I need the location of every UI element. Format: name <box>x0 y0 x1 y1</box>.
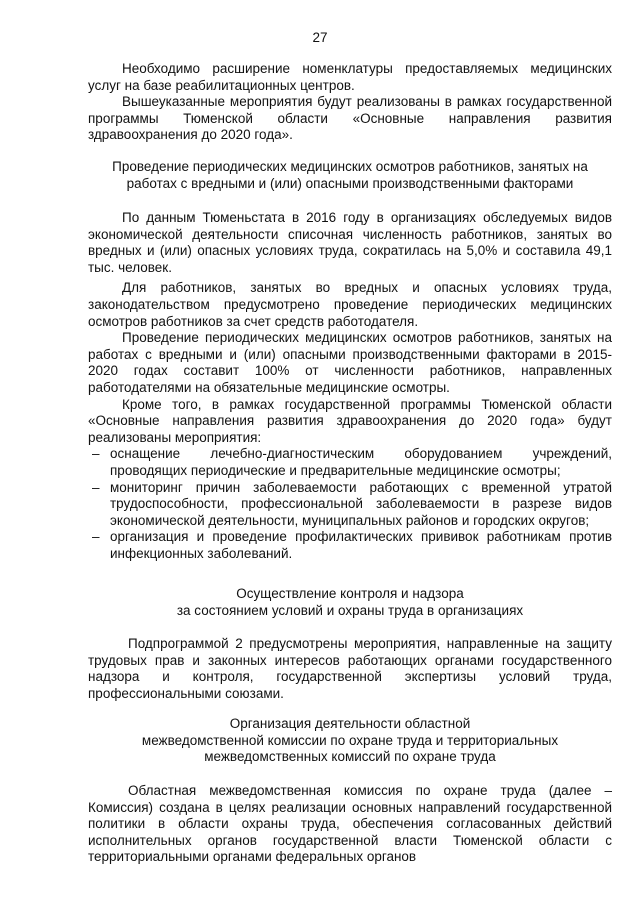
intro-paragraph-1: Необходимо расширение номенклатуры предоставляемых медицинских услуг на базе реабилитационных центров. <box>88 61 612 93</box>
list-item <box>88 480 612 530</box>
section-1-body <box>88 210 612 562</box>
list-item-text: оснащение лечебно-диагностическим оборудованием учреждений, проводящих периодические и предварительные медицинские осмотры; <box>110 446 612 478</box>
section-2-paragraph: Подпрограммой 2 предусмотрены мероприятия, направленные на защиту трудовых прав и законных интересов работающих органами государственного надзора и контроля, государственной экспертизы условий труда, профессиональными союзами. <box>88 636 612 701</box>
section-3-paragraph: Областная межведомственная комиссия по охране труда (далее – Комиссия) создана в целях реализации основных направлений государственной политики в области охраны труда, обеспечения согласованных действий исполнительных органов государственной власти Тюменской области с территориальными органами федеральных органов <box>88 783 612 865</box>
intro-block <box>88 61 612 144</box>
list-item <box>88 529 612 562</box>
section-1-paragraph-4: Кроме того, в рамках государственной программы Тюменской области «Основные направления развития здравоохранения до 2020 года» будут реализованы мероприятия: <box>88 396 612 445</box>
dash-bullet: – <box>92 479 100 495</box>
section-3-heading-line-2: межведомственной комиссии по охране труда и территориальных <box>141 732 559 748</box>
section-1-heading-block <box>88 159 612 192</box>
section-3-heading-block <box>88 716 612 766</box>
measures-list <box>88 446 612 562</box>
section-2-body <box>88 636 612 702</box>
intro-paragraph-2: Вышеуказанные мероприятия будут реализованы в рамках государственной программы Тюменской области «Основные направления развития здравоохранения до 2020 года». <box>88 94 612 143</box>
page-number: 27 <box>312 30 328 45</box>
section-2-heading-block <box>88 586 612 619</box>
list-item-text: организация и проведение профилактических прививок работникам против инфекционных заболеваний. <box>110 529 612 561</box>
section-3-body <box>88 783 612 866</box>
dash-bullet: – <box>92 446 100 462</box>
list-item-text: мониторинг причин заболеваемости работающих с временной утратой трудоспособности, профессиональной заболеваемости в разрезе видов экономической деятельности, муниципальных районов и городских округов; <box>110 479 612 528</box>
dash-bullet: – <box>92 529 100 545</box>
section-3-heading-line-1: Организация деятельности областной <box>229 716 471 731</box>
section-2-heading-line-1: Осуществление контроля и надзора <box>236 586 464 601</box>
list-item <box>88 446 612 479</box>
section-1-paragraph-1: По данным Тюменьстата в 2016 году в организациях обследуемых видов экономической деятельности списочная численность работников, занятых во вредных и (или) опасных условиях труда, сократилась на 5,0% и составила 49,1 тыс. человек. <box>88 210 612 275</box>
section-2-heading-line-2: за состоянием условий и охраны труда в организациях <box>176 602 524 618</box>
section-3-heading-line-3: межведомственных комиссий по охране труда <box>204 749 496 765</box>
section-1-paragraph-2: Для работников, занятых во вредных и опасных условиях труда, законодательством предусмотрено проведение периодических медицинских осмотров работников за счет средств работодателя. <box>88 280 612 329</box>
section-1-heading: Проведение периодических медицинских осмотров работников, занятых на работах с вредными и (или) опасными производственными факторами <box>112 159 588 191</box>
section-1-paragraph-3: Проведение периодических медицинских осмотров работников, занятых на работах с вредными и (или) опасными производственными факторами в 2015-2020 годах составит 100% от численности работников, направленных работодателями на обязательные медицинские осмотры. <box>88 330 612 395</box>
